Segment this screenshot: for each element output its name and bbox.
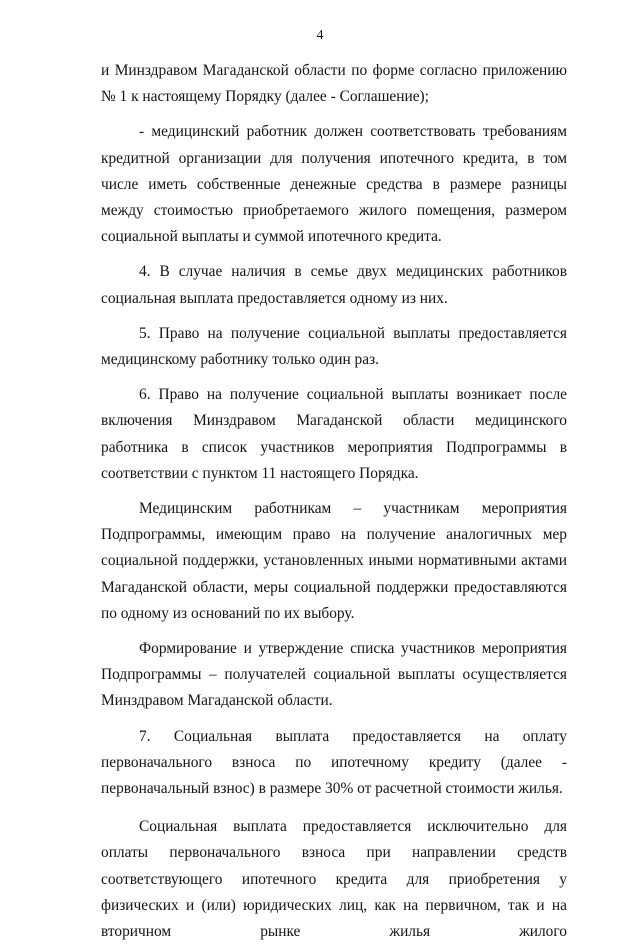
document-body — [101, 58, 567, 945]
page-number: 4 — [316, 28, 324, 43]
paragraph-agreement-continuation: и Минздравом Магаданской области по форме согласно приложению № 1 к настоящему Порядку (далее - Соглашение); — [101, 62, 567, 106]
paragraph-payment-purpose: Социальная выплата предоставляется исключительно для оплаты первоначального взноса при направлении средств соответствующего ипотечного кредита для приобретения у физических и (или) юридических лиц, как на первичном, так и на вторичном рынке жилья жилого — [101, 818, 567, 941]
paragraph-item-7: 7. Социальная выплата предоставляется на оплату первоначального взноса по ипотечному кредиту (далее - первоначальный взнос) в размере 30% от расчетной стоимости жилья. — [101, 727, 567, 798]
paragraph-medical-workers-choice: Медицинским работникам – участникам мероприятия Подпрограммы, имеющим право на получение аналогичных мер социальной поддержки, установленных иными нормативными актами Магаданской области, меры социальной поддержки предоставляются по одному из оснований по их выбору. — [101, 500, 567, 622]
paragraph-list-formation: Формирование и утверждение списка участников мероприятия Подпрограммы – получателей социальной выплаты осуществляется Минздравом Магаданской области. — [101, 640, 567, 710]
paragraph-item-6: 6. Право на получение социальной выплаты возникает после включения Минздравом Магаданской области медицинского работника в список участников мероприятия Подпрограммы в соответствии с пунктом 11 настоящего Порядка. — [101, 386, 567, 482]
paragraph-item-4: 4. В случае наличия в семье двух медицинских работников социальная выплата предоставляется одному из них. — [101, 263, 567, 307]
paragraph-requirement-bank: - медицинский работник должен соответствовать требованиям кредитной организации для получения ипотечного кредита, в том числе иметь собственные денежные средства в размере разницы между стоимостью приобретаемого жилого помещения, размером социальной выплаты и суммой ипотечного кредита. — [101, 123, 567, 246]
paragraph-item-5: 5. Право на получение социальной выплаты предоставляется медицинскому работнику только один раз. — [101, 324, 567, 369]
